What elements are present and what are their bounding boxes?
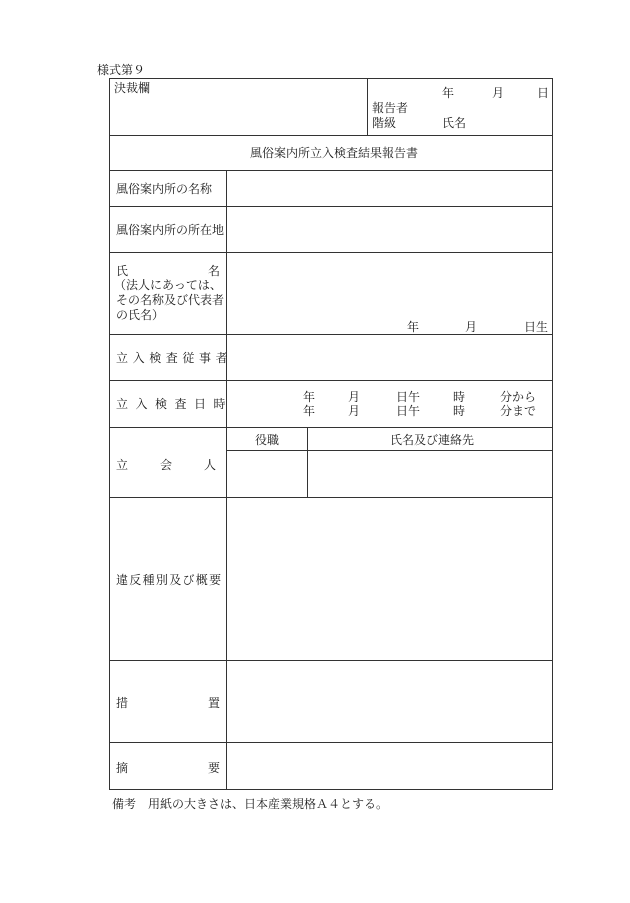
witness-label: 立会人 [116, 458, 249, 472]
from-hour: 時 [453, 390, 466, 404]
from-year: 年 [303, 390, 316, 404]
name-label-first-char: 氏 [116, 264, 129, 278]
reporter-label: 報告者 [372, 101, 409, 115]
inspection-datetime-label: 立入検査日時 [116, 397, 234, 411]
form-number: 様式第９ [97, 63, 146, 77]
facility-address-field[interactable] [228, 208, 550, 250]
witness-position-header: 役職 [255, 433, 280, 447]
measures-label-second-char: 置 [208, 696, 221, 710]
inspector-label [116, 351, 233, 365]
reporter-name-label: 氏名 [442, 116, 467, 130]
birth-day-label: 日生 [524, 320, 549, 334]
to-month: 月 [348, 404, 361, 418]
to-year: 年 [303, 404, 316, 418]
from-minute: 分から [500, 390, 537, 404]
name-label-second-char: 名 [208, 264, 221, 278]
date-year-label: 年 [442, 86, 455, 100]
birth-year-label: 年 [407, 320, 420, 334]
footnote: 備考 用紙の大きさは、日本産業規格Ａ４とする。 [112, 797, 389, 811]
date-day-label: 日 [537, 86, 550, 100]
name-note-line-2: その名称及び代表者 [116, 293, 225, 307]
witness-contact-field[interactable] [309, 452, 550, 496]
name-note-line-3: の氏名） [116, 308, 165, 322]
rank-label: 階級 [372, 116, 397, 130]
violation-label: 違反種別及び概要 [116, 573, 223, 587]
measures-label-first-char: 措 [116, 696, 129, 710]
from-month: 月 [348, 390, 361, 404]
approval-label: 決裁欄 [114, 81, 151, 95]
inspector-field[interactable] [228, 336, 550, 378]
witness-position-field[interactable] [228, 452, 306, 496]
facility-name-field[interactable] [228, 172, 550, 204]
violation-field[interactable] [228, 499, 550, 658]
name-note-line-1: （法人にあっては、 [114, 278, 222, 292]
to-minute: 分まで [500, 404, 537, 418]
to-hour: 時 [453, 404, 466, 418]
measures-field[interactable] [228, 662, 550, 740]
to-day-ampm: 日午 [396, 404, 421, 418]
facility-name-label: 風俗案内所の名称 [116, 182, 213, 196]
form-title: 風俗案内所立入検査結果報告書 [250, 146, 419, 160]
name-field[interactable] [228, 254, 550, 314]
summary-label-first-char: 摘 [116, 761, 129, 775]
inspector-label-text: 立入検査従事者 [116, 351, 233, 365]
facility-address-label: 風俗案内所の所在地 [116, 223, 225, 237]
date-month-label: 月 [492, 86, 505, 100]
birth-month-label: 月 [465, 320, 478, 334]
from-day-ampm: 日午 [396, 390, 421, 404]
witness-contact-header: 氏名及び連絡先 [390, 433, 475, 447]
summary-field[interactable] [228, 744, 550, 787]
summary-label-second-char: 要 [208, 761, 221, 775]
